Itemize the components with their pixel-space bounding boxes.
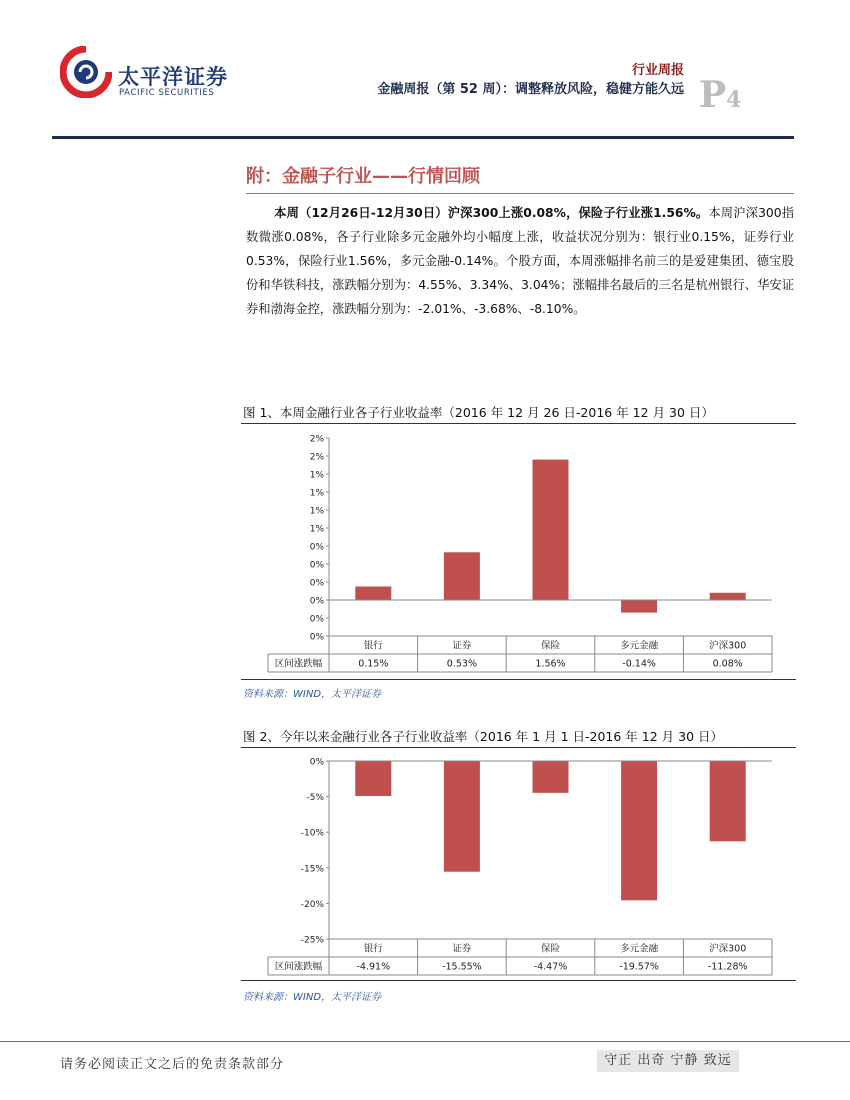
footer-divider	[0, 1041, 850, 1042]
category-label: 保险	[540, 640, 561, 652]
category-label: 多元金融	[620, 943, 659, 955]
y-tick-label: 0%	[309, 757, 324, 768]
page-digit: 4	[726, 87, 742, 113]
figure1-source: 资料来源：WIND，太平洋证券	[243, 689, 382, 700]
footer-motto: 守正 出奇 宁静 致远	[597, 1050, 739, 1072]
y-tick-label: 0%	[309, 632, 324, 643]
category-label: 银行	[363, 943, 383, 955]
value-label: -0.14%	[622, 658, 656, 670]
figure1-caption: 图 1、本周金融行业各子行业收益率（2016 年 12 月 26 日-2016 年 12 月 30 日）	[243, 405, 714, 420]
page-letter: P	[699, 74, 727, 116]
y-tick-label: 0%	[309, 614, 324, 625]
report-title: 金融周报（第 52 周）：调整释放风险，稳健方能久远	[377, 82, 684, 97]
y-tick-label: 1%	[309, 470, 324, 481]
figure2-caption: 图 2、今年以来金融行业各子行业收益率（2016 年 1 月 1 日-2016 年 12 月 30 日）	[243, 729, 724, 744]
y-tick-label: 0%	[309, 596, 324, 607]
y-tick-label: 2%	[309, 434, 324, 445]
table-row-label: 区间涨跌幅	[274, 961, 323, 973]
figure2-source: 资料来源：WIND，太平洋证券	[243, 992, 382, 1003]
y-tick-label: 1%	[309, 524, 324, 535]
y-tick-label: 0%	[309, 578, 324, 589]
value-label: -19.57%	[619, 961, 659, 973]
value-label: 0.15%	[358, 658, 389, 670]
value-label: -11.28%	[707, 961, 748, 973]
bar-证券	[444, 761, 480, 872]
value-label: 0.53%	[446, 658, 477, 670]
y-tick-label: 1%	[309, 488, 324, 499]
category-label: 沪深300	[709, 943, 747, 955]
category-label: 证券	[452, 943, 472, 955]
paragraph-lead: 本周（12月26日-12月30日）沪深300上涨0.08%，保险子行业涨1.56%。	[274, 206, 709, 220]
section-title: 附：金融子行业——行情回顾	[246, 166, 480, 187]
y-tick-label: -15%	[300, 864, 324, 875]
value-label: -4.91%	[356, 961, 391, 973]
footer-disclaimer: 请务必阅读正文之后的免责条款部分	[60, 1057, 285, 1072]
y-tick-label: 1%	[309, 506, 324, 517]
value-label: 0.08%	[712, 658, 743, 670]
y-tick-label: 0%	[309, 560, 324, 571]
bar-保险	[533, 761, 569, 793]
logo-chinese-name: 太平洋证券	[118, 65, 228, 89]
bar-银行	[355, 761, 391, 796]
figure2-bottom-rule	[241, 980, 796, 981]
category-label: 多元金融	[620, 640, 659, 652]
bar-沪深300	[710, 761, 746, 841]
paragraph-body: 本周沪深300指数微涨0.08%，各子行业除多元金融外均小幅度上涨，收益状况分别为：银行业0.15%，证券行业0.53%，保险行业1.56%，多元金融-0.14%。个股方面，本周涨幅排名前三的是爱建集团、德宝股份和华铁科技，涨跌幅分别为：4.55%、3.34%、3.04%；涨幅排名最后的三名是杭州银行、华安证券和渤海金控，涨跌幅分别为：-2.01%、-3.68%、-8.10%。	[246, 206, 794, 316]
bar-多元金融	[621, 761, 657, 900]
y-tick-label: -25%	[300, 935, 324, 946]
category-label: 银行	[363, 640, 383, 652]
y-tick-label: -5%	[306, 793, 324, 804]
category-label: 证券	[452, 640, 472, 652]
value-label: -4.47%	[533, 961, 568, 973]
value-label: 1.56%	[535, 658, 566, 670]
table-row-label: 区间涨跌幅	[274, 658, 323, 670]
category-label: 保险	[540, 943, 561, 955]
y-tick-label: -20%	[300, 899, 324, 910]
report-type: 行业周报	[631, 63, 684, 78]
y-tick-label: 0%	[309, 542, 324, 553]
y-tick-label: 2%	[309, 452, 324, 463]
logo-english-name: PACIFIC SECURITIES	[119, 88, 215, 98]
value-label: -15.55%	[442, 961, 482, 973]
y-tick-label: -10%	[300, 828, 324, 839]
category-label: 沪深300	[709, 640, 747, 652]
